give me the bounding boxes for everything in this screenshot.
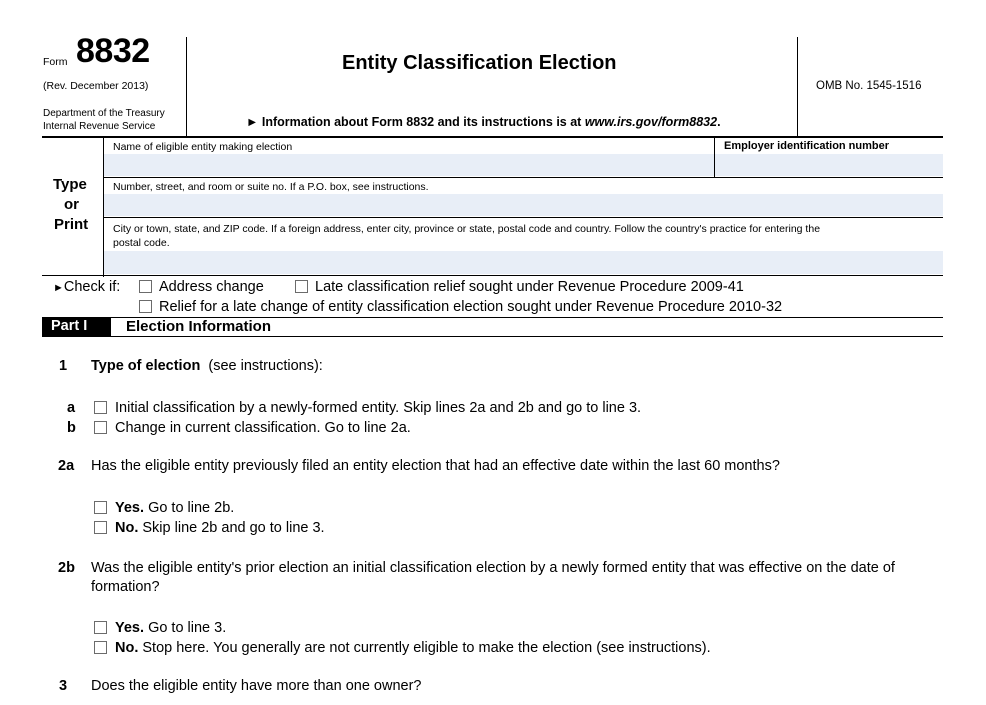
form-title: Entity Classification Election	[342, 52, 617, 74]
line-2a-yes-rest: Go to line 2b.	[148, 500, 235, 516]
line-2a-number: 2a	[58, 458, 75, 474]
line-2a-no-rest: Skip line 2b and go to line 3.	[142, 520, 325, 536]
line-2a-no-checkbox[interactable]	[94, 521, 107, 534]
arrow-right-icon: ►	[53, 282, 64, 294]
address-row-rule	[103, 217, 943, 218]
line-1b-checkbox[interactable]	[94, 421, 107, 434]
line-2a-no-text	[115, 520, 325, 536]
line-1b-letter: b	[67, 420, 76, 436]
line-3-text: Does the eligible entity have more than one owner?	[91, 678, 422, 694]
line-2b-no-text	[115, 640, 711, 656]
line-2a-yes-bold: Yes.	[115, 500, 145, 516]
form-word: Form	[43, 56, 68, 68]
check-if-section	[0, 278, 986, 318]
city-input[interactable]	[104, 251, 943, 274]
line-2a-text: Has the eligible entity previously filed an entity election that had an effective date within the last 60 months?	[91, 458, 780, 474]
form-header	[0, 0, 986, 140]
address-label: Number, street, and room or suite no. If a P.O. box, see instructions.	[113, 181, 429, 193]
line-2b-no-checkbox[interactable]	[94, 641, 107, 654]
header-divider-right	[797, 37, 798, 136]
header-divider-left	[186, 37, 187, 136]
line-2b-yes-rest: Go to line 3.	[148, 620, 227, 636]
line-1a-letter: a	[67, 400, 76, 416]
line-1b-text: Change in current classification. Go to line 2a.	[115, 420, 411, 436]
info-line	[246, 115, 721, 129]
address-change-checkbox[interactable]	[139, 280, 152, 293]
check-if-label: Check if:	[63, 279, 121, 295]
arrow-right-icon: ►	[246, 115, 259, 129]
late-relief-checkbox[interactable]	[295, 280, 308, 293]
line-1a-text: Initial classification by a newly-formed entity. Skip lines 2a and 2b and go to line 3.	[115, 400, 642, 416]
form-revision: (Rev. December 2013)	[43, 80, 149, 92]
late-relief-label: Late classification relief sought under Revenue Procedure 2009-41	[315, 279, 744, 295]
info-end: .	[717, 115, 721, 129]
part1-title: Election Information	[126, 318, 272, 335]
line-3-number: 3	[59, 678, 68, 694]
line-2b-no-rest: Stop here. You generally are not currently eligible to make the election (see instructions).	[142, 640, 711, 656]
address-change-label: Address change	[159, 279, 264, 295]
line-2b-yes-bold: Yes.	[115, 620, 145, 636]
line-2a-no-bold: No.	[115, 520, 139, 536]
relief-late-change-checkbox[interactable]	[139, 300, 152, 313]
line-1-rest: (see instructions):	[208, 358, 323, 374]
part1-tag-text: Part I	[51, 318, 88, 334]
city-label-line-1: City or town, state, and ZIP code. If a foreign address, enter city, province or state, postal code and country. Follow the country's practice for entering the	[113, 223, 821, 235]
entity-name-input[interactable]	[104, 154, 714, 176]
side-label-print: Print	[54, 216, 89, 233]
name-row-rule	[103, 177, 943, 178]
address-input[interactable]	[104, 194, 943, 216]
ein-label: Employer identification number	[724, 140, 890, 152]
line-1-text	[91, 358, 323, 374]
line-2b-text-2: formation?	[91, 579, 160, 595]
line-1-number: 1	[59, 358, 68, 374]
side-label-or: or	[64, 196, 79, 213]
line-2b-yes-text	[115, 620, 226, 636]
side-label-type: Type	[53, 176, 87, 193]
omb-number: OMB No. 1545-1516	[816, 80, 922, 92]
part1-tag	[42, 318, 111, 336]
city-row-rule	[42, 275, 943, 276]
entity-name-label: Name of eligible entity making election	[113, 141, 293, 153]
line-1a-checkbox[interactable]	[94, 401, 107, 414]
entity-block	[0, 138, 986, 278]
line-2a-yes-checkbox[interactable]	[94, 501, 107, 514]
ein-input[interactable]	[715, 154, 943, 176]
line-2b-no-bold: No.	[115, 640, 139, 656]
info-text: Information about Form 8832 and its instructions is at	[261, 115, 585, 129]
line-2a-yes-text	[115, 500, 234, 516]
info-url-link[interactable]: www.irs.gov/form8832	[584, 115, 718, 129]
relief-late-change-label: Relief for a late change of entity classification election sought under Revenue Procedure 2010-32	[159, 299, 783, 315]
line-2b-yes-checkbox[interactable]	[94, 621, 107, 634]
line-1-bold: Type of election	[91, 358, 201, 374]
line-2b-text-1: Was the eligible entity's prior election an initial classification election by a newly formed entity that was effective on the date of	[91, 560, 895, 576]
form-number: 8832	[76, 32, 150, 70]
department-line-1: Department of the Treasury	[43, 108, 165, 119]
city-label-line-2: postal code.	[113, 237, 170, 249]
department-line-2: Internal Revenue Service	[43, 121, 156, 132]
part1-bottom-rule	[42, 336, 943, 337]
line-2b-number: 2b	[58, 560, 75, 576]
check-if-label-group	[53, 279, 120, 295]
